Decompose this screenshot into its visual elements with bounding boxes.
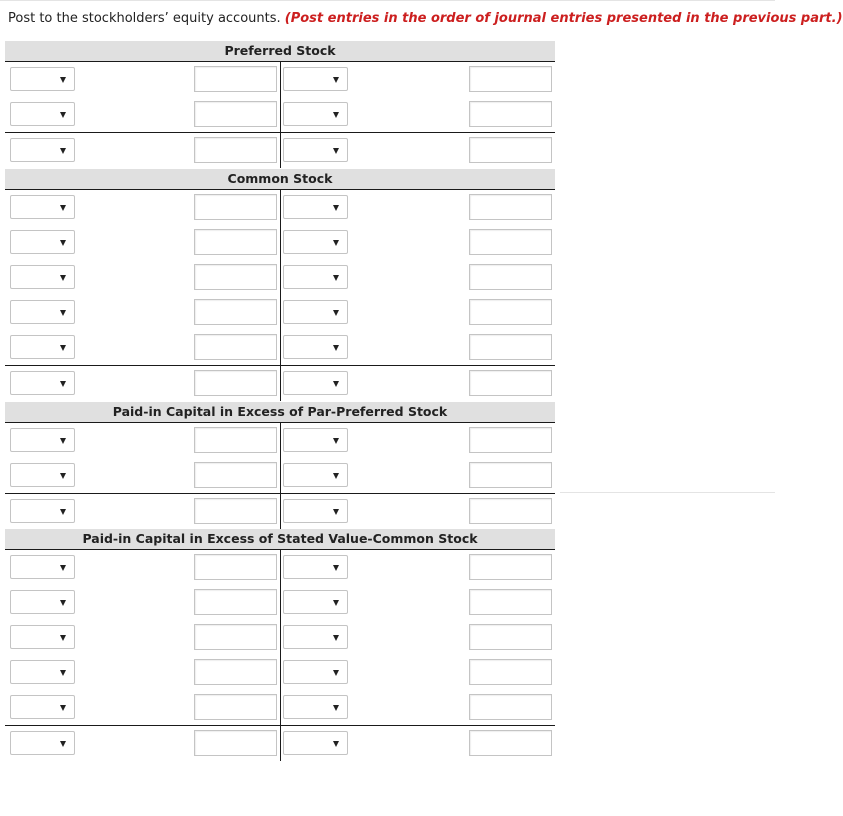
chevron-down-icon [60,509,66,515]
entry-row [5,458,555,493]
debit-amount-input[interactable] [194,229,277,255]
credit-amount-input[interactable] [469,194,552,220]
chevron-down-icon [333,438,339,444]
credit-amount-input[interactable] [469,264,552,290]
instructions-text: Post to the stockholders’ equity accounts. [8,11,281,26]
credit-amount-input[interactable] [469,101,552,127]
credit-amount-input[interactable] [469,730,552,756]
chevron-down-icon [60,473,66,479]
credit-amount-input[interactable] [469,624,552,650]
entry-row [5,295,555,330]
chevron-down-icon [333,77,339,83]
debit-amount-input[interactable] [194,554,277,580]
credit-account-dropdown[interactable] [283,499,348,523]
debit-amount-input[interactable] [194,427,277,453]
chevron-down-icon [60,77,66,83]
divider [560,492,775,493]
balance-row [5,365,555,401]
credit-account-dropdown[interactable] [283,371,348,395]
chevron-down-icon [333,275,339,281]
debit-account-dropdown[interactable] [10,335,75,359]
debit-account-dropdown[interactable] [10,300,75,324]
credit-amount-input[interactable] [469,498,552,524]
account-common-stock [5,169,555,401]
credit-account-dropdown[interactable] [283,625,348,649]
chevron-down-icon [60,741,66,747]
debit-account-dropdown[interactable] [10,67,75,91]
debit-account-dropdown[interactable] [10,590,75,614]
credit-amount-input[interactable] [469,589,552,615]
balance-row [5,132,555,168]
chevron-down-icon [333,473,339,479]
entry-row [5,655,555,690]
account-title: Preferred Stock [5,41,555,62]
chevron-down-icon [333,600,339,606]
credit-account-dropdown[interactable] [283,300,348,324]
chevron-down-icon [333,741,339,747]
chevron-down-icon [60,240,66,246]
credit-account-dropdown[interactable] [283,102,348,126]
debit-account-dropdown[interactable] [10,265,75,289]
debit-amount-input[interactable] [194,334,277,360]
account-title: Paid-in Capital in Excess of Par-Preferred Stock [5,402,555,423]
credit-account-dropdown[interactable] [283,335,348,359]
chevron-down-icon [333,565,339,571]
chevron-down-icon [60,438,66,444]
credit-account-dropdown[interactable] [283,555,348,579]
debit-account-dropdown[interactable] [10,230,75,254]
account-paid-in-capital-in-excess-of-par-preferred-stock [5,402,555,529]
debit-amount-input[interactable] [194,730,277,756]
account-title: Common Stock [5,169,555,190]
entry-row [5,190,555,225]
entry-row [5,690,555,725]
chevron-down-icon [60,275,66,281]
entry-row [5,260,555,295]
chevron-down-icon [60,600,66,606]
credit-account-dropdown[interactable] [283,195,348,219]
debit-amount-input[interactable] [194,370,277,396]
credit-account-dropdown[interactable] [283,463,348,487]
credit-account-dropdown[interactable] [283,265,348,289]
credit-amount-input[interactable] [469,370,552,396]
debit-account-dropdown[interactable] [10,138,75,162]
debit-account-dropdown[interactable] [10,371,75,395]
chevron-down-icon [60,148,66,154]
debit-account-dropdown[interactable] [10,625,75,649]
chevron-down-icon [333,509,339,515]
credit-amount-input[interactable] [469,66,552,92]
chevron-down-icon [60,381,66,387]
debit-account-dropdown[interactable] [10,695,75,719]
credit-account-dropdown[interactable] [283,695,348,719]
chevron-down-icon [60,670,66,676]
debit-amount-input[interactable] [194,66,277,92]
entry-row [5,62,555,97]
entry-row [5,585,555,620]
chevron-down-icon [333,240,339,246]
balance-row [5,493,555,529]
account-title: Paid-in Capital in Excess of Stated Value-Common Stock [5,529,555,550]
credit-amount-input[interactable] [469,299,552,325]
credit-account-dropdown[interactable] [283,590,348,614]
credit-amount-input[interactable] [469,554,552,580]
chevron-down-icon [60,565,66,571]
chevron-down-icon [60,310,66,316]
top-divider [0,0,775,1]
credit-amount-input[interactable] [469,229,552,255]
debit-amount-input[interactable] [194,194,277,220]
debit-amount-input[interactable] [194,101,277,127]
debit-amount-input[interactable] [194,659,277,685]
chevron-down-icon [333,381,339,387]
credit-amount-input[interactable] [469,694,552,720]
account-preferred-stock [5,41,555,168]
debit-amount-input[interactable] [194,137,277,163]
instructions-note: (Post entries in the order of journal entries presented in the previous part.) [284,11,843,26]
credit-account-dropdown[interactable] [283,67,348,91]
chevron-down-icon [333,112,339,118]
debit-account-dropdown[interactable] [10,499,75,523]
credit-account-dropdown[interactable] [283,660,348,684]
debit-account-dropdown[interactable] [10,463,75,487]
debit-account-dropdown[interactable] [10,660,75,684]
entry-row [5,620,555,655]
credit-amount-input[interactable] [469,659,552,685]
chevron-down-icon [333,148,339,154]
credit-amount-input[interactable] [469,334,552,360]
credit-amount-input[interactable] [469,427,552,453]
chevron-down-icon [333,345,339,351]
chevron-down-icon [333,670,339,676]
chevron-down-icon [333,205,339,211]
debit-amount-input[interactable] [194,694,277,720]
debit-account-dropdown[interactable] [10,731,75,755]
credit-account-dropdown[interactable] [283,428,348,452]
credit-account-dropdown[interactable] [283,731,348,755]
chevron-down-icon [333,705,339,711]
debit-amount-input[interactable] [194,498,277,524]
account-paid-in-capital-in-excess-of-stated-value-common-stock [5,529,555,761]
debit-amount-input[interactable] [194,624,277,650]
debit-amount-input[interactable] [194,264,277,290]
entry-row [5,330,555,365]
debit-amount-input[interactable] [194,589,277,615]
debit-account-dropdown[interactable] [10,428,75,452]
chevron-down-icon [60,705,66,711]
entry-row [5,550,555,585]
credit-account-dropdown[interactable] [283,230,348,254]
debit-amount-input[interactable] [194,299,277,325]
credit-account-dropdown[interactable] [283,138,348,162]
credit-amount-input[interactable] [469,137,552,163]
chevron-down-icon [60,635,66,641]
debit-account-dropdown[interactable] [10,555,75,579]
entry-row [5,225,555,260]
debit-account-dropdown[interactable] [10,102,75,126]
chevron-down-icon [333,635,339,641]
instructions [8,11,843,26]
entry-row [5,97,555,132]
balance-row [5,725,555,761]
chevron-down-icon [60,112,66,118]
chevron-down-icon [60,205,66,211]
entry-row [5,423,555,458]
chevron-down-icon [333,310,339,316]
debit-account-dropdown[interactable] [10,195,75,219]
credit-amount-input[interactable] [469,462,552,488]
debit-amount-input[interactable] [194,462,277,488]
chevron-down-icon [60,345,66,351]
